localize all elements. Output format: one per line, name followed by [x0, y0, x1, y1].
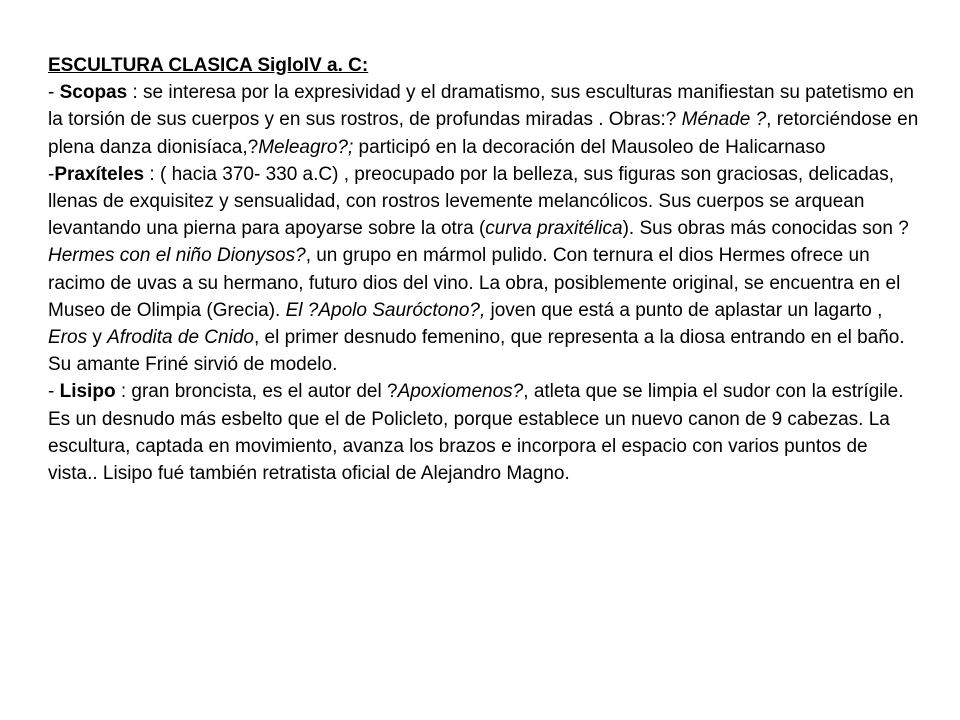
praxiteles-text-1: : ( hacia 370- 330 a.C) , preocupado por la belleza, sus figuras son graciosas, delicadas, llenas de exquisitez y sensualidad, con rostros levemente melancólicos. Sus cuerpos se arquean levantando una pierna para apoyarse sobre la otra (: [48, 163, 894, 240]
scopas-paragraph: [48, 79, 920, 161]
praxiteles-text-4: joven que está a punto de aplastar un lagarto ,: [485, 299, 883, 321]
scopas-text-3: participó en la decoración del Mausoleo de Halicarnaso: [353, 136, 826, 158]
praxiteles-work-hermes: Hermes con el niño Dionysos?: [48, 245, 306, 267]
lisipo-work-apoxiomenos: Apoxiomenos?: [397, 381, 524, 403]
praxiteles-name: Praxíteles: [54, 163, 145, 185]
praxiteles-text-6: , el primer desnudo femenino, que representa a la diosa entrando en el baño. Su amante Friné sirvió de modelo.: [48, 327, 905, 376]
slide-content: [48, 52, 920, 487]
lisipo-text-1: : gran broncista, es el autor del ?: [115, 381, 398, 403]
praxiteles-text-3: , un grupo en mármol pulido. Con ternura el dios Hermes ofrece un racimo de uvas a su hermano, futuro dios del vino. La obra, posiblemente original, se encuentra en el Museo de Olimpia (Grecia).: [48, 245, 901, 321]
praxiteles-work-apolo: Apolo Sauróctono?,: [318, 299, 486, 321]
lisipo-text-2: , atleta que se limpia el sudor con la estrígile. Es un desnudo más esbelto que el de Policleto, porque establece un nuevo canon de 9 cabezas. La escultura, captada en movimiento, avanza los brazos e incorpora el espacio con varios puntos de vista.. Lisipo fué también retratista oficial de Alejandro Magno.: [48, 381, 904, 485]
scopas-work-meleagro: Meleagro?;: [258, 136, 354, 158]
praxiteles-dash: -: [48, 163, 55, 185]
praxiteles-work-afrodita: Afrodita de Cnido: [107, 327, 254, 349]
praxiteles-paragraph: [48, 161, 920, 379]
praxiteles-text-5: y: [87, 327, 108, 349]
lisipo-paragraph: [48, 378, 920, 487]
scopas-name: Scopas: [59, 82, 128, 104]
lisipo-dash: -: [48, 381, 60, 403]
scopas-dash: -: [48, 82, 60, 104]
scopas-work-menade: Ménade ?: [681, 109, 767, 131]
praxiteles-text-2: ). Sus obras más conocidas son ?: [622, 218, 909, 240]
praxiteles-work-eros: Eros: [48, 327, 88, 349]
praxiteles-el: El ?: [285, 299, 319, 321]
lisipo-name: Lisipo: [59, 381, 116, 403]
scopas-text-1: : se interesa por la expresividad y el dramatismo, sus esculturas manifiestan su patetismo en la torsión de sus cuerpos y en sus rostros, de profundas miradas . Obras:?: [48, 82, 914, 131]
page-title: ESCULTURA CLASICA SigloIV a. C:: [48, 55, 369, 76]
scopas-text-2: , retorciéndose en plena danza dionisíaca,?: [48, 109, 919, 158]
praxiteles-curva: curva praxitélica: [485, 218, 623, 240]
